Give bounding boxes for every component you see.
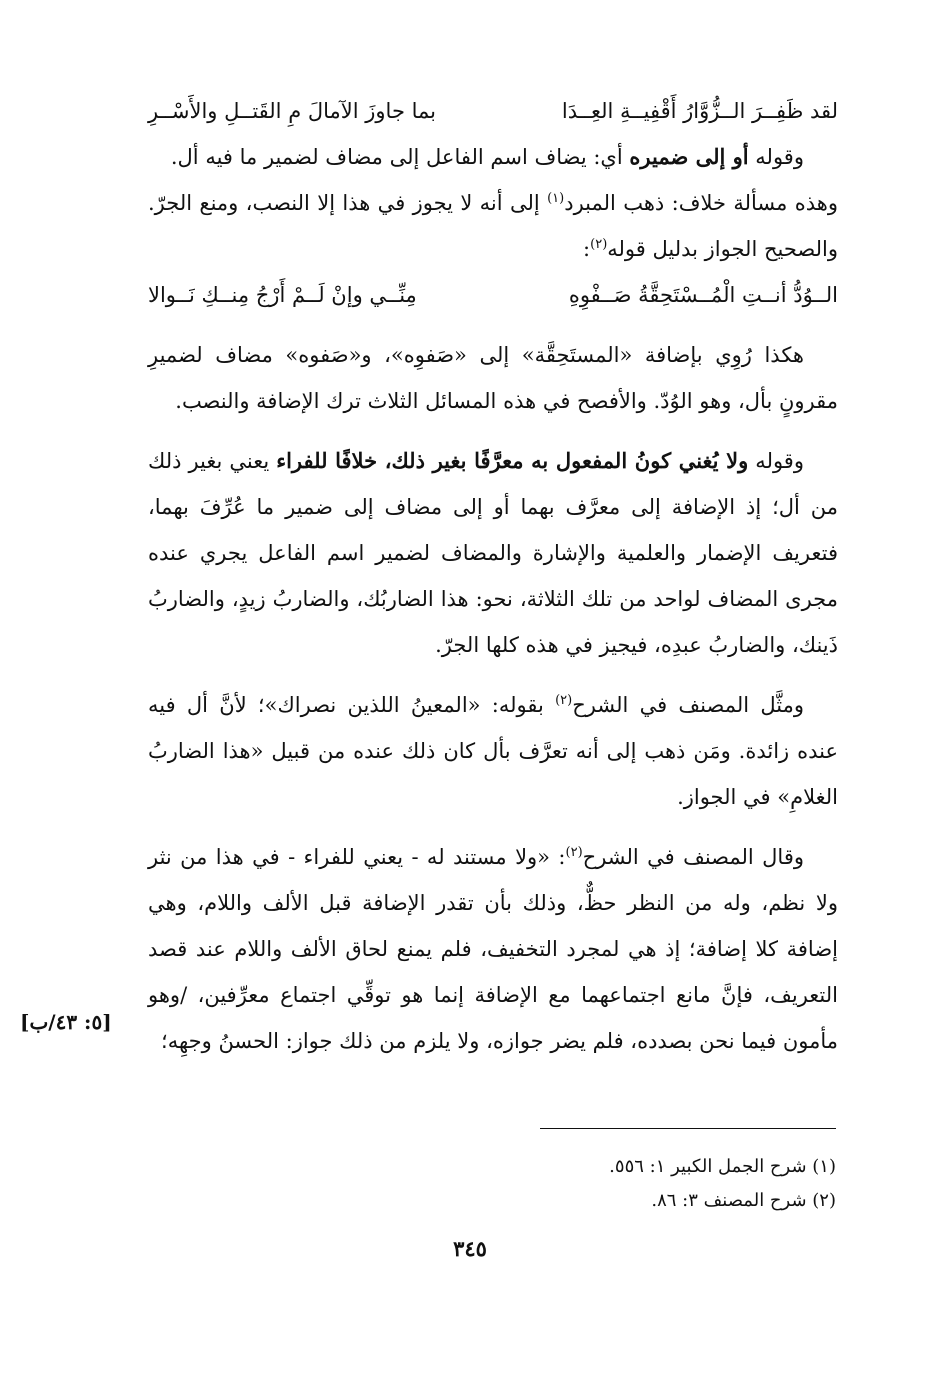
- paragraph-3: هكذا رُوِي بإضافة «المستَحِقَّة» إلى «صَفوِه»، و«صَفوه» مضاف لضميرِ مقرونٍ بأل، وهو الوُدّ. والأفصح في هذه المسائل الثلاث ترك الإضافة والنصب.: [148, 343, 838, 413]
- p2-text-c: :: [583, 237, 591, 261]
- footnote-2: (٢) شرح المصنف ٣: ٨٦.: [651, 1190, 836, 1211]
- verse-2-second-hemistich: مِنِّــي وإنْ لَــمْ أَرْجُ مِنــكِ نَــوالا: [148, 283, 417, 307]
- p5-text-b: بقوله: «المعينُ اللذين نصراك»؛ لأنَّ أل فيه عنده زائدة. ومَن ذهب إلى أنه تعرَّف بأل كان ذلك عنده من قبيل «هذا الضاربُ الغلامِ» في الجواز.: [148, 693, 838, 809]
- paragraph-1: [148, 134, 838, 180]
- verse-1-first-hemistich: لقد ظَفِــرَ الــزُّوَّارُ أَقْفِيــةِ العِــدَا: [561, 99, 838, 123]
- footnote-ref-1: (١): [547, 191, 565, 206]
- p2-text-a: وهذه مسألة خلاف: ذهب المبرد: [564, 191, 838, 215]
- p1-lead: وقوله: [748, 145, 804, 169]
- footnote-1: (١) شرح الجمل الكبير ١: ٥٥٦.: [609, 1156, 836, 1177]
- p2-text-b: إلى أنه لا يجوز في هذا إلا النصب، ومنع الجرّ. والصحيح الجواز بدليل قوله: [148, 191, 838, 261]
- paragraph-6: [148, 834, 838, 1064]
- p6-text-b: : «ولا مستند له - يعني للفراء - في هذا من نثر ولا نظم، وله من النظر حظٌّ، وذلك بأن تقدر الإضافة قبل الألف واللام، وهي إضافة كلا إضافة؛ إذ هي لمجرد التخفيف، فلم يمنع لحاق الألف واللام عند قصد التعريف، فإنَّ مانع اجتماعهما مع الإضافة إنما هو توقِّي اجتماع معرِّفين، /وهو مأمون فيما نحن بصدده، فلم يضر جوازه، ولا يلزم من ذلك جواز: الحسنُ وجهِه؛: [148, 845, 838, 1053]
- p4-text: يعني بغير ذلك من أل؛ إذ الإضافة إلى معرَّف بهما أو إلى مضاف إلى ضمير ما عُرِّفَ بهما، فتعريف الإضمار والعلمية والإشارة والمضاف لضمير اسم الفاعل يجري عنده مجرى المضاف لواحد من تلك الثلاثة، نحو: هذا الضاربُك، والضاربُ زيدٍ، والضاربُ ذَينك، والضاربُ عبدِه، فيجيز في هذه كلها الجرّ.: [148, 449, 838, 657]
- main-text: [148, 88, 838, 1064]
- verse-line-2: [148, 272, 838, 318]
- manuscript-folio-marker: [٥: ٤٣/ب]: [20, 1010, 112, 1034]
- p5-text-a: ومثَّل المصنف في الشرح: [572, 693, 804, 717]
- footnotes: [500, 1150, 836, 1218]
- verse-1-second-hemistich: بما جاوزَ الآمالَ مِ القَتــلِ والأَسْــرِ: [148, 99, 436, 123]
- page-number: ٣٤٥: [453, 1236, 487, 1261]
- paragraph-4: [148, 438, 838, 668]
- p1-text: أي: يضاف اسم الفاعل إلى مضاف لضمير ما فيه أل.: [170, 145, 630, 169]
- p4-lead: وقوله: [748, 449, 804, 473]
- footnote-separator: [540, 1128, 836, 1129]
- p4-bold-phrase: ولا يُغني كونُ المفعول به معرَّفًا بغير ذلك، خلافًا للفراء: [276, 448, 749, 473]
- verse-2-first-hemistich: الــوُدُّ أنــتِ الْمُــسْتَحِقَّةُ صَــفْوِهِ: [568, 283, 838, 307]
- verse-line-1: [148, 88, 838, 134]
- p6-text-a: وقال المصنف في الشرح: [582, 845, 804, 869]
- footnote-ref-3: (٢): [555, 693, 573, 708]
- paragraph-5: [148, 682, 838, 820]
- p1-bold-phrase: أو إلى ضميره: [629, 144, 749, 169]
- footnote-ref-2: (٢): [590, 237, 608, 252]
- footnote-ref-4: (٢): [565, 845, 583, 860]
- paragraph-2: [148, 180, 838, 272]
